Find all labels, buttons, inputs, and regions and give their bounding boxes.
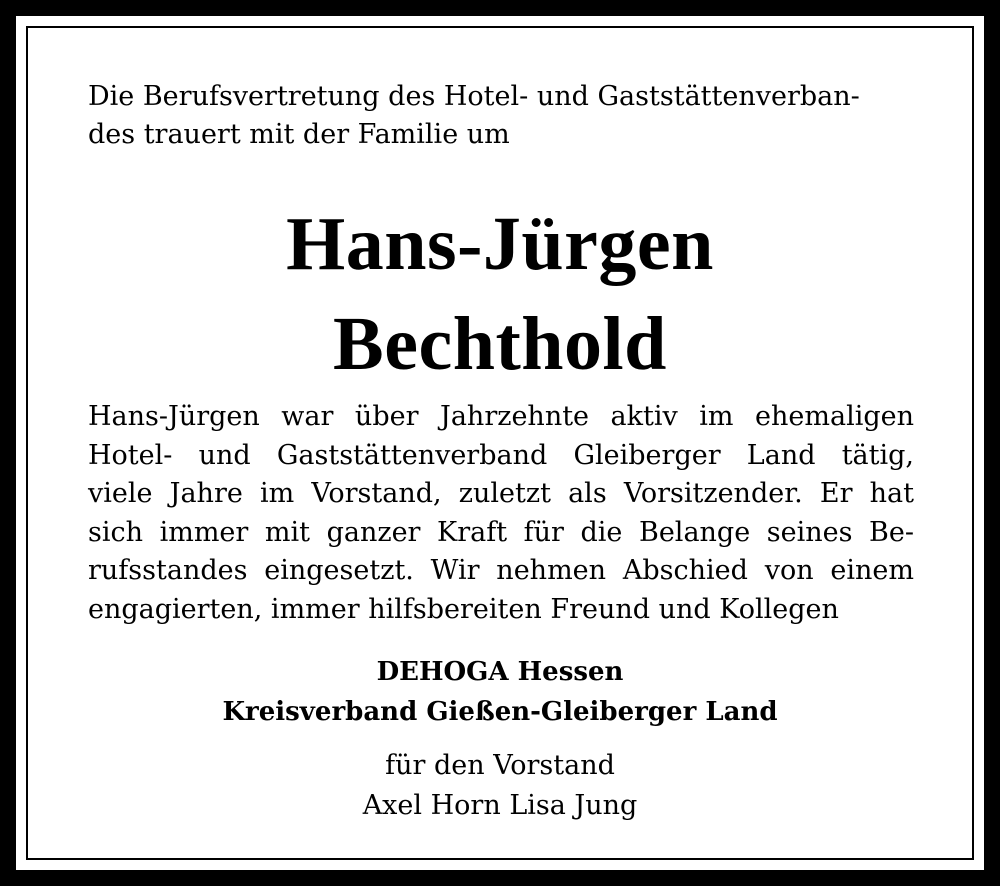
board-label: für den Vorstand (385, 750, 615, 781)
signer-name: Lisa Jung (509, 790, 638, 821)
signer-name: Axel Horn (362, 790, 501, 821)
tribute-line: sich immer mit ganzer Kraft für die Belange seines Be- (88, 516, 914, 548)
organization-branch: Kreisverband Gießen-Gleiberger Land (222, 697, 778, 727)
organization-name: DEHOGA Hessen (376, 657, 624, 687)
tribute-line: viele Jahre im Vorstand, zuletzt als Vorsitzender. Er hat (88, 478, 914, 509)
organization-block (100, 652, 900, 732)
signers-row (100, 786, 900, 826)
tribute-text (88, 398, 914, 629)
board-block (100, 746, 900, 826)
deceased-name (40, 194, 960, 394)
tribute-line: engagierten, immer hilfsbereiten Freund und Kollegen (88, 593, 839, 625)
tribute-line: Hotel- und Gaststättenverband Gleiberger Land tätig, (88, 439, 914, 471)
deceased-first-name: Hans-Jürgen (286, 202, 714, 286)
tribute-line: rufsstandes eingesetzt. Wir nehmen Abschied von einem (88, 555, 914, 586)
intro-line-2: des trauert mit der Familie um (88, 119, 510, 150)
deceased-last-name: Bechthold (333, 302, 667, 386)
tribute-line: Hans-Jürgen war über Jahrzehnte aktiv im ehemaligen (88, 401, 914, 432)
intro-line-1: Die Berufsvertretung des Hotel- und Gaststättenverban- (88, 81, 860, 112)
intro-text (88, 78, 918, 154)
